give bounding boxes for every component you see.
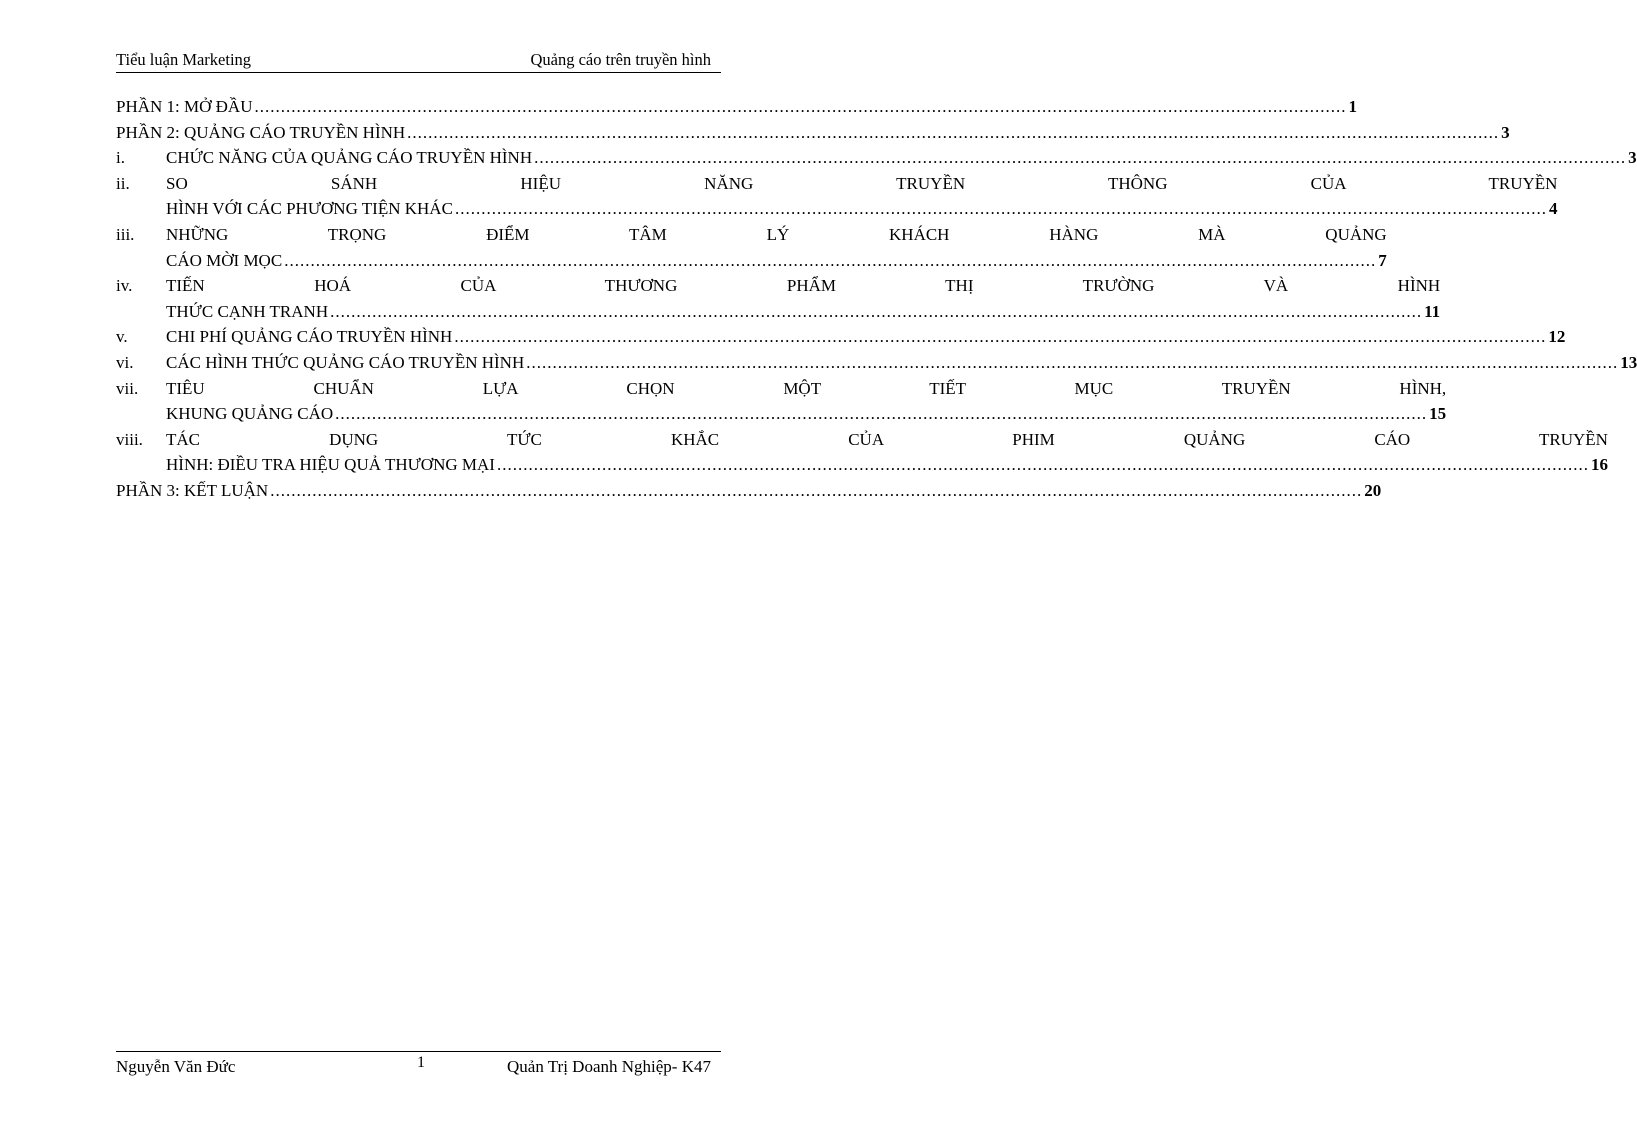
toc-item: [116, 376, 1447, 427]
toc-title: TÁC DỤNG TỨC KHẮC CỦA PHIM QUẢNG CÁO TRUYỀN: [166, 429, 1608, 449]
toc-leader: [526, 350, 1618, 376]
table-of-contents: [116, 94, 1637, 504]
toc-title: PHẦN 2: QUẢNG CÁO TRUYỀN HÌNH: [116, 122, 406, 142]
toc-item: [116, 222, 1387, 273]
toc-title: PHẦN 3: KẾT LUẬN: [116, 480, 269, 500]
toc-title: SO SÁNH HIỆU NĂNG TRUYỀN THÔNG CỦA TRUYỀN: [166, 173, 1558, 193]
toc-title: CHỨC NĂNG CỦA QUẢNG CÁO TRUYỀN HÌNH: [166, 148, 533, 168]
toc-page-number: 13: [1620, 352, 1637, 372]
toc-page-number: 11: [1424, 301, 1441, 321]
toc-item-number: i.: [116, 148, 125, 168]
toc-title-continued: CÁO MỜI MỌC: [166, 250, 283, 270]
toc-item: [116, 273, 1441, 324]
toc-page-number: 3: [1628, 148, 1637, 168]
toc-item: [116, 427, 1608, 478]
toc-title: TIẾN HOÁ CỦA THƯƠNG PHẨM THỊ TRƯỜNG VÀ HÌNH: [166, 276, 1441, 296]
page-header: [116, 48, 721, 73]
toc-leader: [270, 478, 1362, 504]
toc-leader: [330, 299, 1422, 325]
toc-leader: [534, 145, 1626, 171]
toc-title-continued: KHUNG QUẢNG CÁO: [166, 404, 334, 424]
toc-item-number: ii.: [116, 173, 130, 193]
toc-leader: [454, 324, 1546, 350]
toc-page-number: 15: [1429, 404, 1447, 424]
toc-leader: [335, 401, 1427, 427]
toc-leader: [407, 120, 1499, 146]
toc-item: [116, 171, 1558, 222]
toc-leader: [497, 452, 1589, 478]
toc-item: [116, 324, 1566, 350]
toc-item-number: v.: [116, 327, 128, 347]
toc-page-number: 7: [1378, 250, 1387, 270]
toc-title: CÁC HÌNH THỨC QUẢNG CÁO TRUYỀN HÌNH: [166, 352, 525, 372]
toc-page-number: 1: [1348, 97, 1357, 116]
header-right-text: Quảng cáo trên truyền hình: [530, 50, 711, 69]
toc-item-number: vii.: [116, 378, 139, 398]
toc-title: PHẦN 1: MỞ ĐẦU: [116, 97, 253, 116]
toc-page-number: 12: [1548, 327, 1566, 347]
toc-part1: [116, 94, 1357, 120]
toc-page-number: 3: [1501, 122, 1510, 142]
toc-item-number: vi.: [116, 352, 134, 372]
page-footer: [116, 1051, 721, 1082]
toc-leader: [455, 196, 1547, 222]
footer-author: Nguyễn Văn Đức: [116, 1057, 236, 1076]
footer-course: Quản Trị Doanh Nghiệp- K47: [507, 1057, 711, 1076]
toc-page-number: 4: [1548, 199, 1558, 219]
toc-item: [116, 145, 1637, 171]
toc-page-number: 16: [1590, 455, 1608, 475]
toc-title: TIÊU CHUẨN LỰA CHỌN MỘT TIẾT MỤC TRUYỀN HÌNH,: [166, 378, 1447, 398]
toc-page-number: 20: [1364, 480, 1382, 500]
toc-title-continued: HÌNH VỚI CÁC PHƯƠNG TIỆN KHÁC: [166, 199, 453, 219]
toc-leader: [284, 248, 1376, 274]
toc-title: NHỮNG TRỌNG ĐIỂM TÂM LÝ KHÁCH HÀNG MÀ QUẢNG: [166, 224, 1387, 244]
toc-title: CHI PHÍ QUẢNG CÁO TRUYỀN HÌNH: [166, 327, 453, 347]
toc-item-number: iii.: [116, 224, 135, 244]
toc-title-continued: THỨC CẠNH TRANH: [166, 301, 329, 321]
toc-leader: [254, 94, 1346, 120]
toc-item: [116, 350, 1637, 376]
footer-page-number: 1: [417, 1054, 425, 1071]
toc-part2: [116, 120, 1510, 146]
toc-title-continued: HÌNH: ĐIỀU TRA HIỆU QUẢ THƯƠNG MẠI: [166, 455, 495, 475]
toc-item-number: iv.: [116, 276, 133, 296]
header-left-text: Tiểu luận Marketing: [116, 50, 252, 69]
toc-part3: [116, 478, 1382, 504]
toc-item-number: viii.: [116, 429, 143, 449]
